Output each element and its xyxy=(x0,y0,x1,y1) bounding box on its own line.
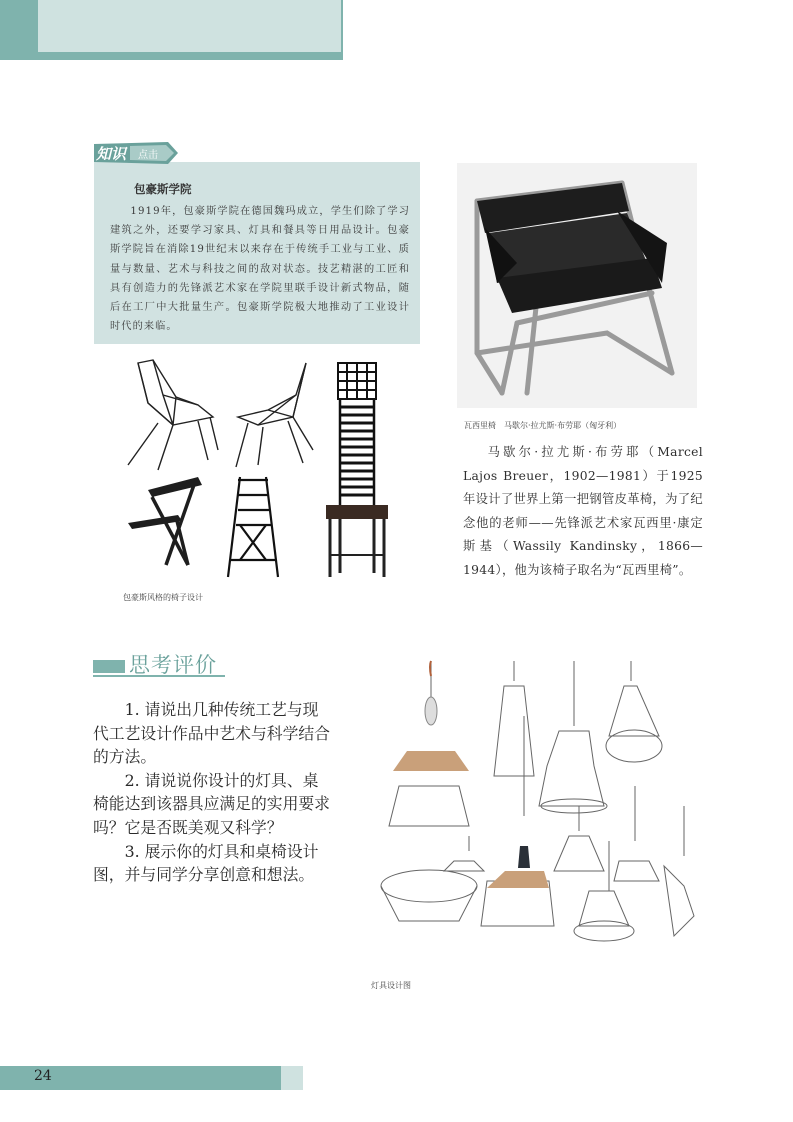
knowledge-text: 1919年，包豪斯学院在德国魏玛成立，学生们除了学习建筑之外，还要学习家具、灯具和餐具等日用品设计。包豪斯学院旨在消除19世纪末以来存在于传统手工业与工业、质量与数量、艺术与科技之间的敌对状态。技艺精湛的工匠和具有创造力的先锋派艺术家在学院里联手设计新式物品，随后在工厂中大批量生产。包豪斯学院极大地推动了工业设计时代的来临。 xyxy=(110,206,410,333)
knowledge-title: 包豪斯学院 xyxy=(134,182,192,196)
wassily-body: 马歇尔·拉尤斯·布劳耶（Marcel Lajos Breuer，1902—1981）于1925年设计了世界上第一把钢管皮革椅，为了纪念他的老师——先锋派艺术家瓦西里·康定斯基（Wassily Kandinsky，1866—1944），他为该椅子取名为“瓦西里椅”。 xyxy=(463,445,703,577)
chairs-caption: 包豪斯风格的椅子设计 xyxy=(123,593,203,602)
wassily-caption: 瓦西里椅 马歇尔·拉尤斯·布劳耶（匈牙利） xyxy=(464,421,622,430)
footer-band-end xyxy=(281,1066,303,1090)
lamp-sketches xyxy=(369,656,697,970)
lamps-caption: 灯具设计图 xyxy=(371,981,411,990)
knowledge-tab-label: 点击 xyxy=(138,150,158,161)
section-title: 思考评价 xyxy=(129,653,217,677)
question-2: 2. 请说说你设计的灯具、桌椅能达到该器具应满足的实用要求吗？它是否既美观又科学？ xyxy=(93,770,330,837)
header-band-inner xyxy=(38,0,341,52)
knowledge-tab xyxy=(90,138,182,168)
question-1: 1. 请说出几种传统工艺与现代工艺设计作品中艺术与科学结合的方法。 xyxy=(93,700,330,767)
question-3: 3. 展示你的灯具和桌椅设计图，并与同学分享创意和想法。 xyxy=(93,841,319,885)
wassily-chair-photo xyxy=(457,163,697,408)
question-list xyxy=(93,698,333,887)
section-marker xyxy=(93,660,125,673)
chairs-illustration xyxy=(118,355,398,585)
page-number: 24 xyxy=(34,1068,52,1084)
knowledge-tab-art: 知识 xyxy=(96,145,127,163)
